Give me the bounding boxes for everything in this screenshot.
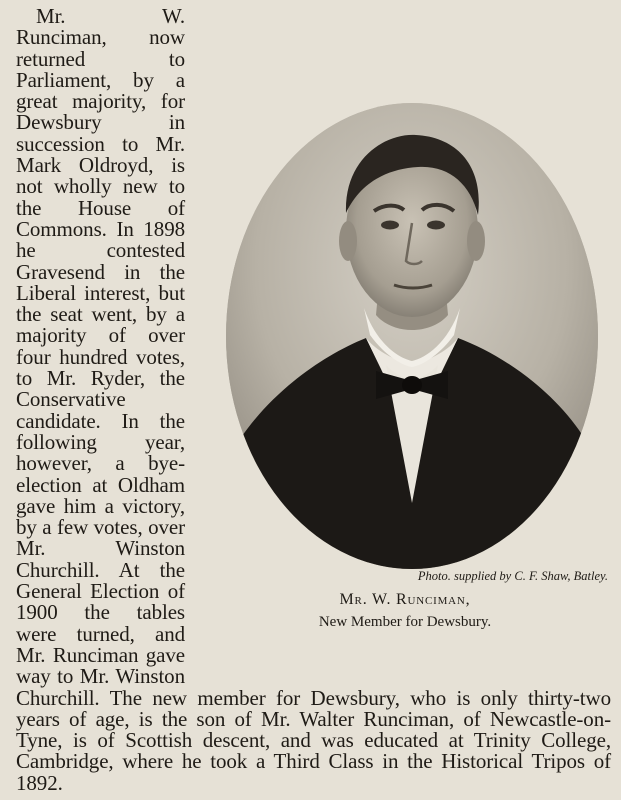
portrait-photograph-icon	[226, 103, 598, 569]
article-paragraph: Mr. W. Runciman, now returned to Parliament, by a great majority, for Dewsbury in succession to Mr. Mark Oldroyd, is not wholly new to the House of Commons. In 1898 he contested Gravesend in the Liberal interest, but the seat went, by a majority of over four hundred votes, to Mr. Ryder, the Conservative candidate. In the following year, however, a bye-election at Oldham gave him a victory, by a few votes, over Mr. Winston Churchill. At the General Election of 1900 the tables were turned, and Mr. Runciman gave way to Mr. Winston Churchill. The new member for Dewsbury, who is only thirty-two years of age, is the son of Mr. Walter Runciman, of Newcastle-on-Tyne, is of Scottish descent, and was educated at Trinity College, Cambridge, where he took a Third Class in the Historical Tripos of 1892.	[16, 4, 611, 795]
caption-title: Mr. W. Runciman,	[339, 591, 471, 608]
portrait-figure	[226, 103, 598, 569]
photo-credit: Photo. supplied by C. F. Shaw, Batley.	[417, 569, 608, 583]
caption-subtitle: New Member for Dewsbury.	[318, 614, 492, 630]
